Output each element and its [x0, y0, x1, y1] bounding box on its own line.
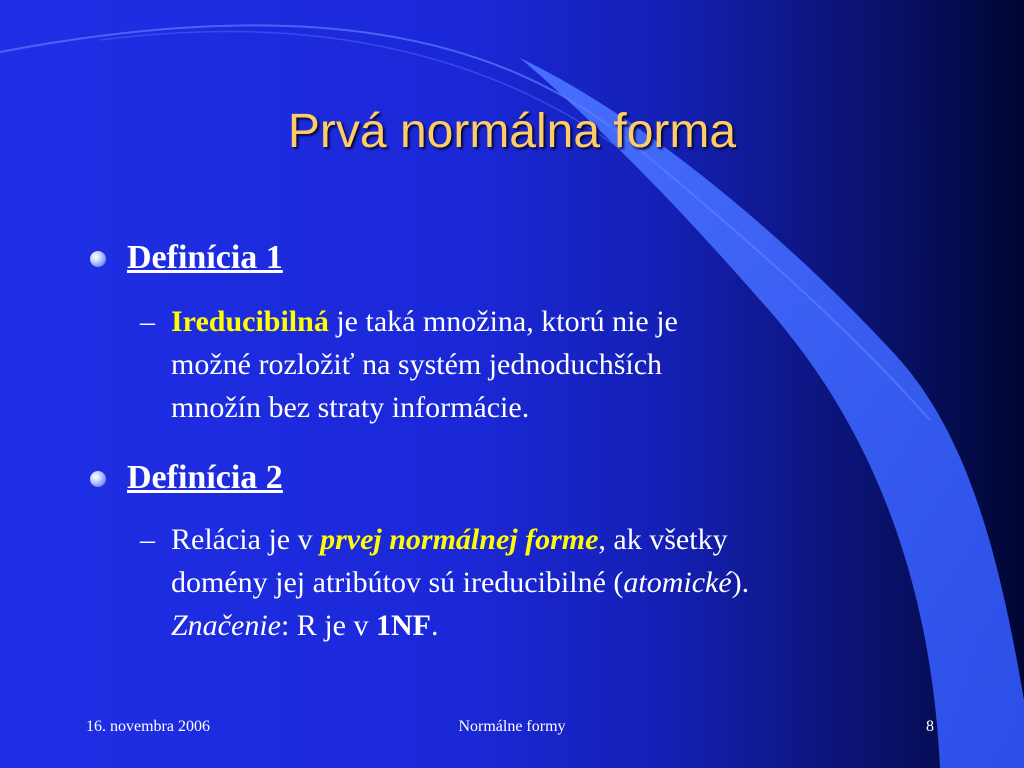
definition-2-line-2	[171, 561, 951, 604]
definition-2-line-3	[171, 604, 951, 647]
definition-2-line-3-mid: : R je v	[280, 609, 376, 642]
bullet-dot-icon	[90, 251, 106, 267]
definition-2-line-1-lead: Relácia je v	[171, 523, 321, 556]
slide-title: Prvá normálna forma	[287, 105, 737, 158]
definition-2-line-3-tail: .	[430, 609, 439, 642]
definition-2-line-2-lead: domény jej atribútov sú ireducibilné (	[171, 566, 624, 599]
definition-1-line-1-text: je taká množina, ktorú nie je	[328, 305, 678, 338]
definition-1-line-1	[171, 300, 951, 343]
definition-2-line-1	[171, 518, 951, 561]
definition-1-line-2: možné rozložiť na systém jednoduchších	[171, 348, 663, 381]
definition-1-line-3: množín bez straty informácie.	[171, 391, 530, 424]
dash-marker: –	[140, 523, 155, 556]
term-1nf: 1NF	[375, 609, 431, 642]
term-atomicke: atomické	[623, 566, 732, 599]
definition-1-heading: Definícia 1	[127, 239, 283, 276]
footer-page-number: 8	[926, 718, 934, 735]
definition-2-line-1-tail: , ak všetky	[598, 523, 728, 556]
footer-title: Normálne formy	[458, 718, 566, 735]
dash-marker: –	[140, 305, 155, 338]
term-ireducibilna: Ireducibilná	[171, 305, 329, 338]
term-znacenie: Značenie	[171, 609, 281, 642]
footer-date: 16. novembra 2006	[86, 718, 210, 735]
bullet-dot-icon	[90, 471, 106, 487]
term-prva-normalna-forma: prvej normálnej forme	[320, 523, 599, 556]
definition-2-line-2-tail: ).	[731, 566, 750, 599]
definition-2-heading: Definícia 2	[127, 459, 283, 496]
